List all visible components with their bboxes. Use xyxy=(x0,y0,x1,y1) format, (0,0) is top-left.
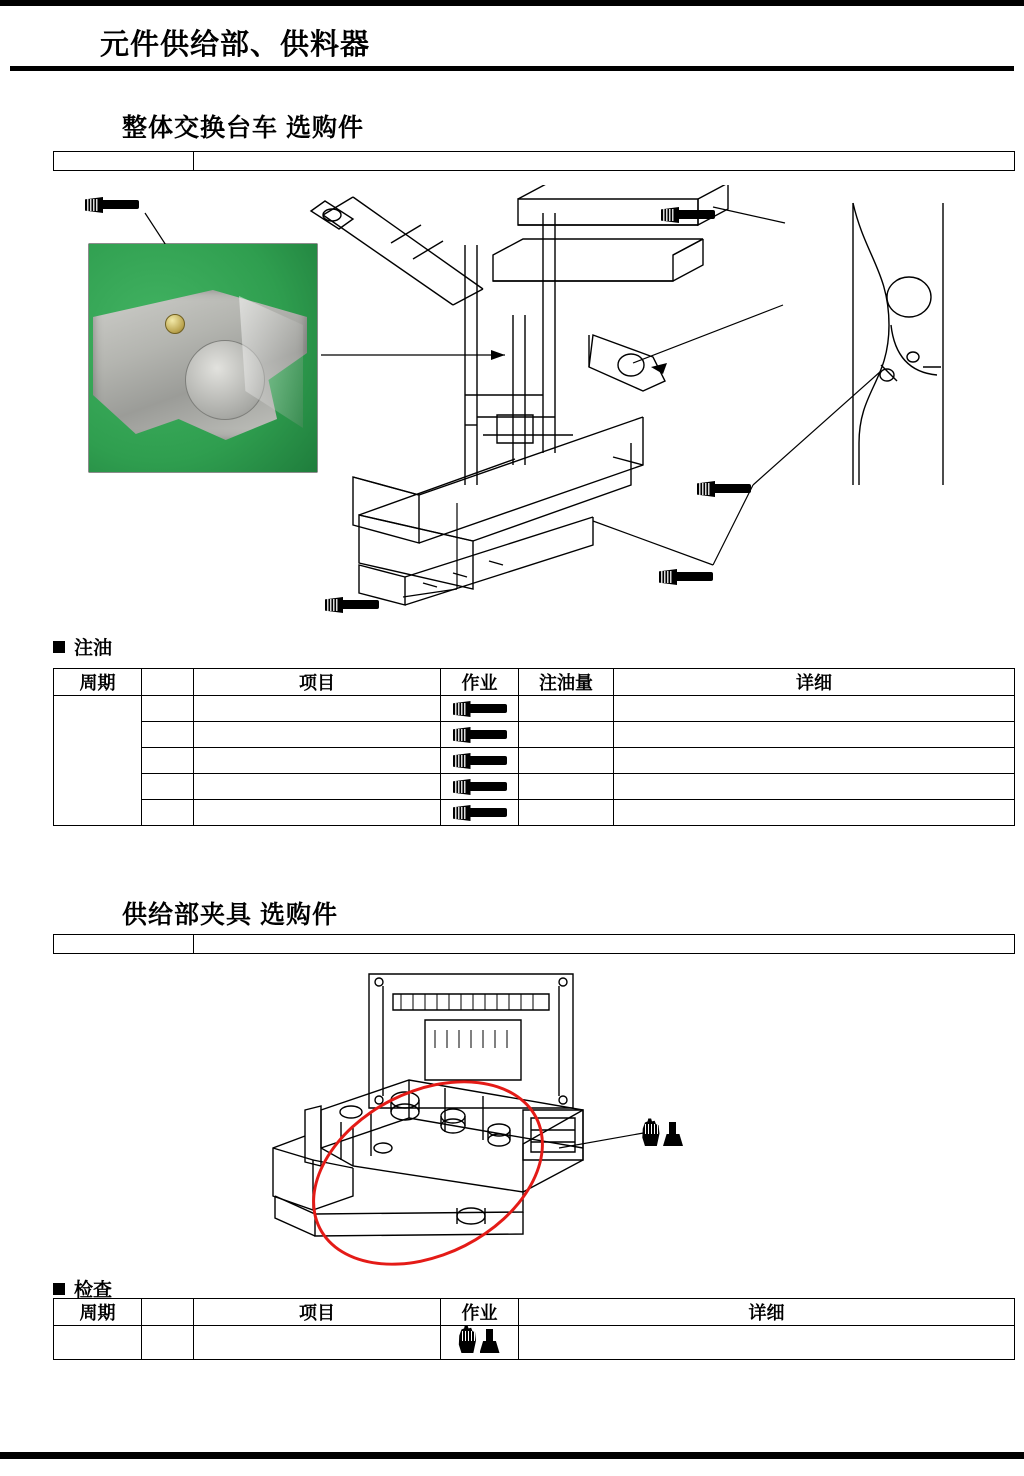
oil-subheading-label: 注油 xyxy=(74,638,113,659)
oil-col-no xyxy=(142,669,194,696)
grease-gun-icon xyxy=(453,701,507,717)
check-col-work: 作业 xyxy=(441,1299,519,1326)
cell-work xyxy=(441,696,519,722)
cell-cycle xyxy=(54,696,142,826)
cell-item xyxy=(194,748,441,774)
check-col-item: 项目 xyxy=(194,1299,441,1326)
cell-item xyxy=(194,774,441,800)
cell-detail xyxy=(614,800,1015,826)
cell-amount xyxy=(519,696,614,722)
glove-brush-icon xyxy=(458,1325,502,1355)
page-title: 元件供给部、供料器 xyxy=(100,29,371,61)
bullet-square-icon xyxy=(53,1283,65,1295)
cell-work xyxy=(441,722,519,748)
section-1-name-box-left xyxy=(54,152,194,170)
section-2-name-box-right xyxy=(194,935,1014,953)
cell-detail xyxy=(614,774,1015,800)
cell-item xyxy=(194,1326,441,1360)
cell-work xyxy=(441,748,519,774)
section-heading-2: 供给部夹具 选购件 xyxy=(122,901,338,929)
cell-item xyxy=(194,800,441,826)
table-row xyxy=(54,774,1015,800)
table-row xyxy=(54,800,1015,826)
table-header-row xyxy=(54,669,1015,696)
oil-col-detail: 详细 xyxy=(614,669,1015,696)
oil-table xyxy=(53,668,1015,826)
cell-no xyxy=(142,748,194,774)
cell-detail xyxy=(519,1326,1015,1360)
cell-no xyxy=(142,774,194,800)
check-table xyxy=(53,1298,1015,1360)
grease-gun-icon xyxy=(453,727,507,743)
table-row xyxy=(54,1326,1015,1360)
grease-gun-icon xyxy=(697,481,751,497)
cell-amount xyxy=(519,800,614,826)
cell-work xyxy=(441,774,519,800)
bracket-photo xyxy=(89,244,317,472)
glove-brush-icon xyxy=(641,1118,685,1148)
cell-work xyxy=(441,1326,519,1360)
cell-cycle xyxy=(54,1326,142,1360)
cell-amount xyxy=(519,722,614,748)
cell-detail xyxy=(614,748,1015,774)
check-subheading-label: 检查 xyxy=(74,1280,113,1301)
cell-amount xyxy=(519,774,614,800)
cell-no xyxy=(142,722,194,748)
cell-no xyxy=(142,1326,194,1360)
cell-work xyxy=(441,800,519,826)
figure-exchange-cart xyxy=(53,185,1015,625)
table-row xyxy=(54,696,1015,722)
grease-gun-icon xyxy=(661,207,715,223)
grease-gun-icon xyxy=(453,753,507,769)
cell-item xyxy=(194,722,441,748)
bullet-square-icon xyxy=(53,641,65,653)
section-2-name-box xyxy=(53,934,1015,954)
page-title-rule xyxy=(10,66,1014,71)
oil-col-amount: 注油量 xyxy=(519,669,614,696)
cell-no xyxy=(142,800,194,826)
section-1-name-box-right xyxy=(194,152,1014,170)
grease-gun-icon xyxy=(85,197,139,213)
page-top-rule xyxy=(0,0,1024,6)
table-row xyxy=(54,748,1015,774)
oil-section-subheading xyxy=(53,633,112,660)
oil-col-item: 项目 xyxy=(194,669,441,696)
table-header-row xyxy=(54,1299,1015,1326)
check-col-cycle: 周期 xyxy=(54,1299,142,1326)
page-bottom-rule xyxy=(0,1452,1024,1459)
cell-detail xyxy=(614,696,1015,722)
section-1-name-box xyxy=(53,151,1015,171)
photo-lubrication-point xyxy=(165,314,185,334)
check-col-no xyxy=(142,1299,194,1326)
table-row xyxy=(54,722,1015,748)
cell-amount xyxy=(519,748,614,774)
cell-no xyxy=(142,696,194,722)
cell-detail xyxy=(614,722,1015,748)
grease-gun-icon xyxy=(453,805,507,821)
section-heading-1: 整体交换台车 选购件 xyxy=(122,114,364,142)
oil-col-work: 作业 xyxy=(441,669,519,696)
check-col-detail: 详细 xyxy=(519,1299,1015,1326)
figure-feeder-clamp xyxy=(53,960,1015,1270)
grease-gun-icon xyxy=(325,597,379,613)
grease-gun-icon xyxy=(453,779,507,795)
grease-gun-icon xyxy=(659,569,713,585)
section-2-name-box-left xyxy=(54,935,194,953)
cell-item xyxy=(194,696,441,722)
oil-col-cycle: 周期 xyxy=(54,669,142,696)
